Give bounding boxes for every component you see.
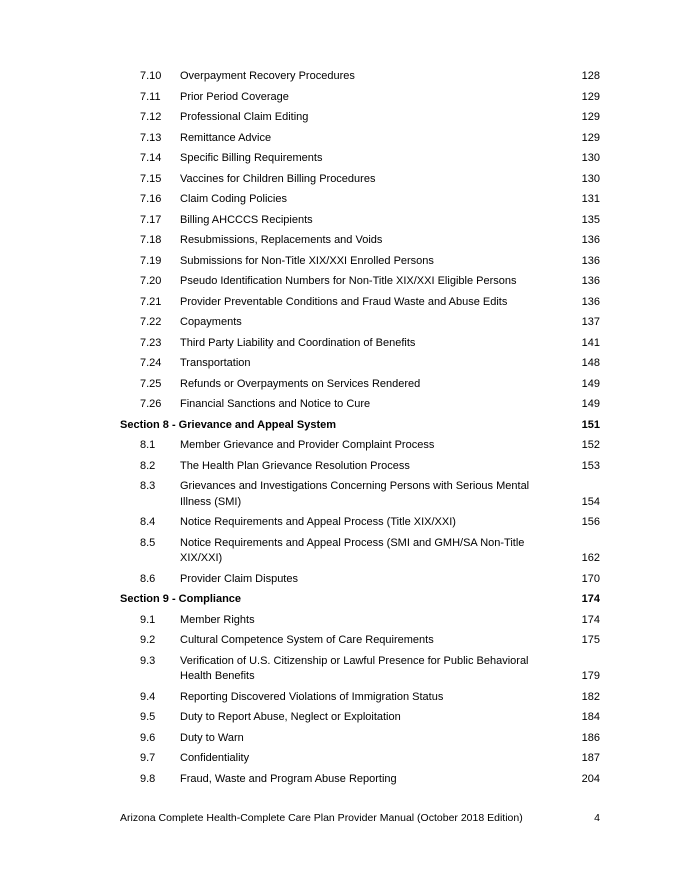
toc-entry-title: Professional Claim Editing: [180, 111, 309, 123]
toc-entry: [120, 435, 600, 456]
toc-entry: [120, 476, 600, 512]
toc-entry-title: Member Rights: [180, 613, 255, 626]
toc-page-number: 136: [581, 254, 600, 267]
toc-page-number: 136: [581, 295, 600, 308]
toc-page-number: 174: [581, 593, 600, 605]
toc-entry: [120, 148, 600, 169]
toc-entry: [120, 394, 600, 415]
toc-entry: [120, 630, 600, 651]
toc-page-number: 204: [581, 772, 600, 785]
toc-entry: [120, 271, 600, 292]
footer-text: Arizona Complete Health-Complete Care Plan Provider Manual (October 2018 Edition): [120, 812, 523, 824]
toc-entry-number: 9.2: [140, 634, 156, 646]
toc-entry-number: 8.6: [140, 572, 156, 585]
toc-page-number: 182: [581, 690, 600, 703]
toc-entry: [120, 456, 600, 477]
toc-entry: [120, 374, 600, 395]
toc-entry-number: 7.10: [140, 70, 162, 82]
toc-entry-title: Grievances and Investigations Concerning Persons with Serious Mental Illness (SMI): [180, 480, 530, 508]
toc-page-number: 156: [581, 516, 600, 528]
toc-page-number: 141: [581, 336, 600, 349]
toc-entry-title: Remittance Advice: [180, 131, 272, 144]
toc-page-number: 174: [581, 613, 600, 626]
toc-entry-number: 7.11: [140, 90, 161, 103]
toc-entry: [120, 230, 600, 251]
toc-entry-title: Third Party Liability and Coordination of Benefits: [180, 336, 416, 349]
toc-entry: [120, 512, 600, 533]
toc-entry-number: 7.15: [140, 172, 162, 185]
toc-page-number: 136: [581, 234, 600, 246]
toc-entry: [120, 66, 600, 87]
toc-entry-number: 9.8: [140, 772, 156, 785]
toc-entry-title: Claim Coding Policies: [180, 193, 287, 205]
toc-entry-number: 7.22: [140, 316, 162, 328]
footer-page-number: 4: [594, 812, 600, 824]
toc-page-number: 131: [581, 193, 600, 205]
toc-entry-number: 7.19: [140, 254, 162, 267]
toc-entry-number: 7.13: [140, 131, 162, 144]
toc-entry-number: 7.14: [140, 152, 162, 164]
toc-page-number: 136: [581, 275, 600, 287]
toc-page-number: 130: [581, 172, 600, 185]
toc-entry: [120, 748, 600, 769]
toc-entry-number: 8.4: [140, 516, 156, 528]
toc-entry: [120, 769, 600, 790]
toc-page-number: 152: [581, 439, 600, 451]
toc-entry-number: 8.2: [140, 459, 156, 472]
toc-page-number: 187: [581, 752, 600, 764]
toc-entry-title: Financial Sanctions and Notice to Cure: [180, 398, 371, 410]
toc-entry-number: 9.1: [140, 613, 156, 626]
toc-page-number: 162: [581, 552, 600, 564]
toc-entry-number: 8.1: [140, 439, 156, 451]
toc-entry-title: Transportation: [180, 357, 251, 369]
toc-entry-title: Duty to Report Abuse, Neglect or Exploitation: [180, 711, 401, 723]
toc-section-heading: [120, 415, 600, 436]
toc-page-number: 175: [581, 634, 600, 646]
toc-entry-title: Copayments: [180, 316, 242, 328]
toc-page-number: 129: [581, 131, 600, 144]
toc-page-number: 149: [581, 398, 600, 410]
toc-entry-title: Provider Claim Disputes: [180, 572, 298, 585]
toc-entry-title: Vaccines for Children Billing Procedures: [180, 172, 376, 185]
toc-entry-number: 8.3: [140, 480, 156, 492]
toc-entry-number: 7.20: [140, 275, 162, 287]
toc-entry-title: Reporting Discovered Violations of Immigration Status: [180, 690, 444, 703]
toc-entry-title: The Health Plan Grievance Resolution Process: [180, 459, 410, 472]
toc-entry-title: Billing AHCCCS Recipients: [180, 213, 313, 226]
toc-entry: [120, 292, 600, 313]
toc-section-heading: [120, 589, 600, 610]
toc-page-number: 130: [581, 152, 600, 164]
toc-entry: [120, 707, 600, 728]
toc-page-number: 186: [581, 731, 600, 744]
toc-entry-number: 7.12: [140, 111, 162, 123]
toc-entry-number: 9.5: [140, 711, 156, 723]
toc-entry-title: Submissions for Non-Title XIX/XXI Enrolled Persons: [180, 254, 434, 267]
toc-entry-title: Resubmissions, Replacements and Voids: [180, 234, 383, 246]
toc-page-number: 151: [581, 418, 600, 431]
toc-entry-title: Overpayment Recovery Procedures: [180, 70, 355, 82]
toc-entry: [120, 651, 600, 687]
toc-page-number: 184: [581, 711, 600, 723]
toc-page-number: 148: [581, 357, 600, 369]
toc-entry-number: 7.16: [140, 193, 162, 205]
toc-entry-title: Specific Billing Requirements: [180, 152, 323, 164]
page-footer: [120, 811, 600, 825]
toc-entry: [120, 87, 600, 108]
toc-entry: [120, 569, 600, 590]
toc-entry: [120, 251, 600, 272]
toc-page-number: 128: [581, 70, 600, 82]
toc-entry-title: Notice Requirements and Appeal Process (SMI and GMH/SA Non-Title XIX/XXI): [180, 536, 525, 564]
toc-page-number: 135: [581, 213, 600, 226]
toc-entry-title: Cultural Competence System of Care Requirements: [180, 634, 434, 646]
toc-entry-number: 7.24: [140, 357, 162, 369]
toc-page-number: 153: [581, 459, 600, 472]
toc-entry-number: 9.3: [140, 654, 156, 667]
toc-entry: [120, 687, 600, 708]
toc-entry-title: Provider Preventable Conditions and Fraud Waste and Abuse Edits: [180, 295, 508, 308]
toc-section-title: Section 9 - Compliance: [120, 593, 242, 605]
toc-entry-number: 7.21: [140, 295, 162, 308]
toc-entry-number: 9.7: [140, 752, 156, 764]
toc-entry-title: Duty to Warn: [180, 731, 244, 744]
toc-entry-title: Pseudo Identification Numbers for Non-Title XIX/XXI Eligible Persons: [180, 275, 517, 287]
toc-entry-number: 8.5: [140, 536, 156, 549]
toc-entry-title: Notice Requirements and Appeal Process (Title XIX/XXI): [180, 516, 456, 528]
toc-entry: [120, 533, 600, 569]
toc-entry: [120, 610, 600, 631]
toc-entry: [120, 107, 600, 128]
toc-entry: [120, 210, 600, 231]
toc-page-number: 154: [581, 495, 600, 508]
toc-page-number: 129: [581, 111, 600, 123]
toc-entry-title: Verification of U.S. Citizenship or Lawful Presence for Public Behavioral Health Benefits: [180, 654, 529, 682]
toc-entry-number: 7.18: [140, 234, 162, 246]
toc-entry: [120, 353, 600, 374]
toc-page-number: 137: [581, 316, 600, 328]
toc-entry-title: Prior Period Coverage: [180, 90, 289, 103]
toc-entry-title: Confidentiality: [180, 752, 250, 764]
toc-entry: [120, 189, 600, 210]
toc-entry-title: Fraud, Waste and Program Abuse Reporting: [180, 772, 397, 785]
toc-entry-title: Member Grievance and Provider Complaint Process: [180, 439, 435, 451]
table-of-contents: [120, 66, 600, 789]
toc-entry-number: 7.23: [140, 336, 162, 349]
toc-entry: [120, 312, 600, 333]
toc-page-number: 149: [581, 377, 600, 390]
toc-entry: [120, 128, 600, 149]
toc-entry-title: Refunds or Overpayments on Services Rendered: [180, 377, 421, 390]
toc-entry: [120, 333, 600, 354]
toc-entry-number: 7.26: [140, 398, 162, 410]
toc-entry: [120, 169, 600, 190]
toc-entry-number: 7.25: [140, 377, 162, 390]
toc-page-number: 129: [581, 90, 600, 103]
toc-section-title: Section 8 - Grievance and Appeal System: [120, 418, 337, 431]
toc-entry: [120, 728, 600, 749]
toc-entry-number: 9.4: [140, 690, 156, 703]
toc-entry-number: 7.17: [140, 213, 162, 226]
toc-page-number: 170: [581, 572, 600, 585]
toc-entry-number: 9.6: [140, 731, 156, 744]
toc-page-number: 179: [581, 670, 600, 682]
